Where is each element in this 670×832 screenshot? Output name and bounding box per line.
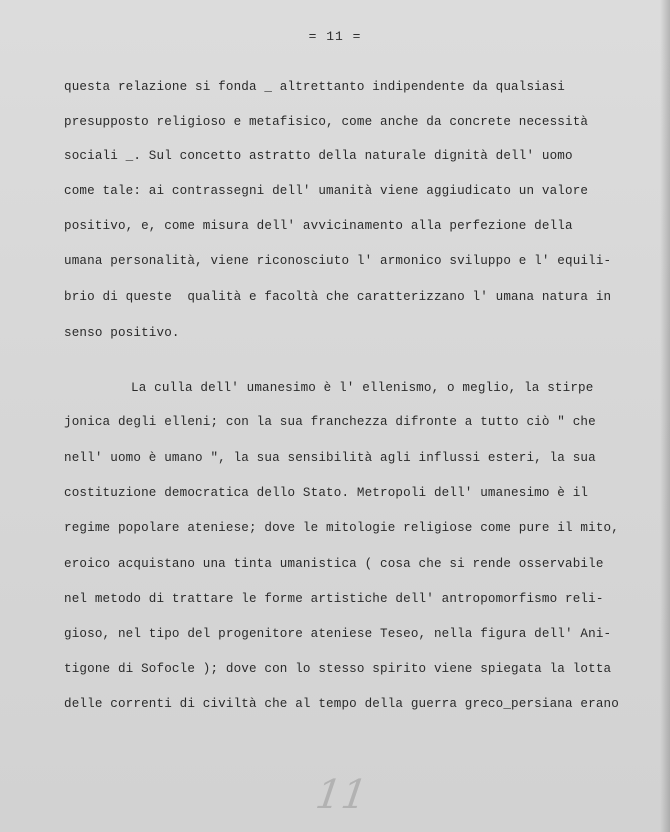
page-number: = 11 = <box>308 29 362 44</box>
text-line-15: nel metodo di trattare le forme artistiche dell' antropomorfismo reli- <box>64 592 604 606</box>
text-line-7: brio di queste qualità e facoltà che caratterizzano l' umana natura in <box>64 290 612 304</box>
text-line-16: gioso, nel tipo del progenitore ateniese Teseo, nella figura dell' Ani- <box>64 627 612 641</box>
text-line-1: questa relazione si fonda _ altrettanto indipendente da qualsiasi <box>64 80 565 94</box>
text-line-5: positivo, e, come misura dell' avvicinamento alla perfezione della <box>64 219 573 233</box>
text-line-3: sociali _. Sul concetto astratto della naturale dignità dell' uomo <box>64 149 573 163</box>
handwritten-page-mark: 11 <box>312 772 371 818</box>
text-line-11: nell' uomo è umano ", la sua sensibilità agli influssi esteri, la sua <box>64 451 596 465</box>
text-line-10: jonica degli elleni; con la sua franchezza difronte a tutto ciò " che <box>64 415 596 429</box>
text-line-4: come tale: ai contrassegni dell' umanità viene aggiudicato un valore <box>64 184 589 198</box>
text-line-18: delle correnti di civiltà che al tempo della guerra greco_persiana erano <box>64 697 619 711</box>
text-line-14: eroico acquistano una tinta umanistica ( cosa che si rende osservabile <box>64 557 604 571</box>
page-shadow-edge <box>660 0 670 832</box>
text-line-2: presupposto religioso e metafisico, come anche da concrete necessità <box>64 115 589 129</box>
text-line-12: costituzione democratica dello Stato. Metropoli dell' umanesimo è il <box>64 486 589 500</box>
text-line-8: senso positivo. <box>64 326 180 340</box>
text-line-13: regime popolare ateniese; dove le mitologie religiose come pure il mito, <box>64 521 619 535</box>
text-line-9: La culla dell' umanesimo è l' ellenismo, o meglio, la stirpe <box>131 381 594 395</box>
text-line-6: umana personalità, viene riconosciuto l' armonico sviluppo e l' equili- <box>64 254 612 268</box>
text-line-17: tigone di Sofocle ); dove con lo stesso spirito viene spiegata la lotta <box>64 662 612 676</box>
